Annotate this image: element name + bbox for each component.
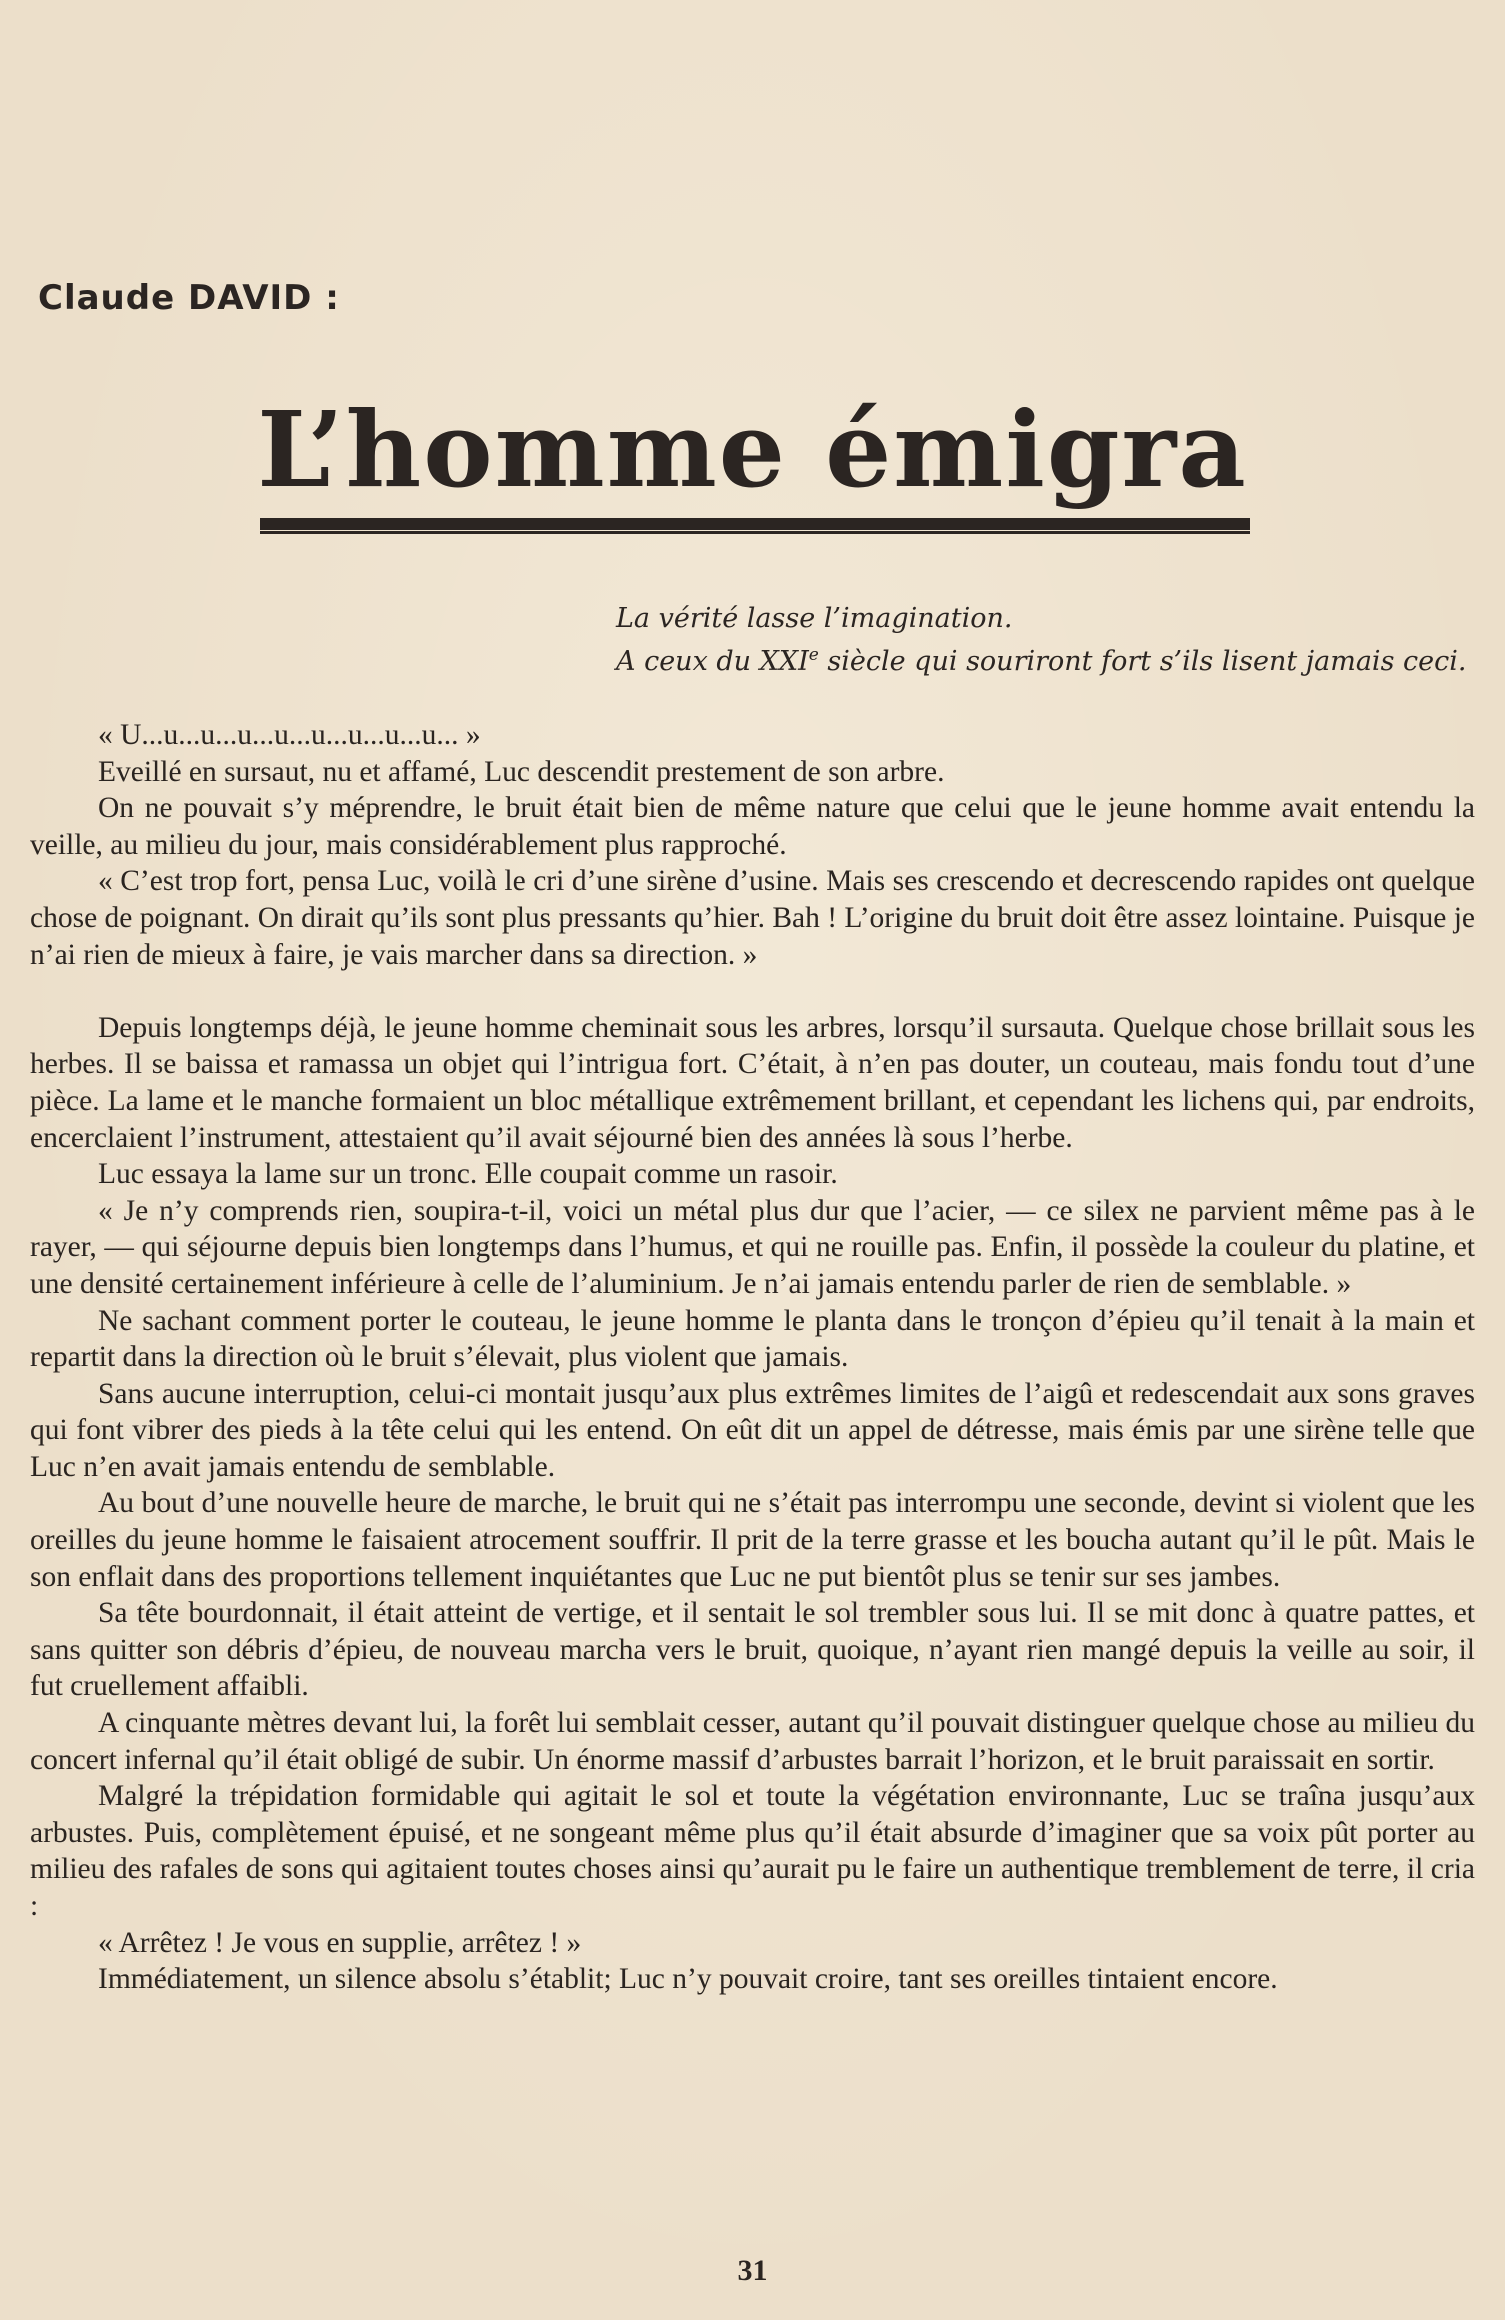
paragraph-5: Depuis longtemps déjà, le jeune homme cheminait sous les arbres, lorsqu’il sursauta. Quelque chose brillait sous les herbes. Il se baissa et ramassa un objet qui l’intrigua fort. C’était, à n’en pas douter, un couteau, mais fondu tout d’une pièce. La lame et le manche formaient un bloc métallique extrêmement brillant, et cependant les lichens qui, par endroits, encerclaient l’instrument, attestaient qu’il avait séjourné bien des années là sous l’herbe. (30, 1011, 1475, 1154)
paragraph-13: Malgré la trépidation formidable qui agitait le sol et toute la végétation environnante, Luc se traîna jusqu’aux arbustes. Puis, complètement épuisé, et ne songeant même plus qu’il était absurde d’imaginer que sa voix pût porter au milieu des rafales de sons qui agitaient toutes choses ainsi qu’aurait pu le faire un authentique tremblement de terre, il cria : (30, 1780, 1475, 1922)
paragraph-1: « U...u...u...u...u...u...u...u...u... » (98, 719, 481, 751)
article-title: L’homme émigra (257, 388, 1248, 511)
epigraph-line-1: La vérité lasse l’imagination. (616, 603, 1013, 634)
title-underline-rule (260, 518, 1250, 534)
epigraph (616, 600, 1476, 680)
article-body (30, 717, 1475, 1998)
epigraph-line-2 (616, 637, 1476, 680)
paragraph-9: Sans aucune interruption, celui-ci montait jusqu’aux plus extrêmes limites de l’aigû et redescendait aux sons graves qui font vibrer des pieds à la tête celui qui les entend. On eût dit un appel de détresse, mais émis par une sirène telle que Luc n’en avait jamais entendu de semblable. (30, 1377, 1475, 1483)
paragraph-14: « Arrêtez ! Je vous en supplie, arrêtez ! » (98, 1926, 582, 1959)
epigraph-line-2-start: A ceux du XXI (616, 646, 809, 677)
epigraph-century-superscript: e (808, 645, 819, 665)
paragraph-8: Ne sachant comment porter le couteau, le jeune homme le planta dans le tronçon d’épieu qu’il tenait à la main et repartit dans la direction où le bruit s’élevait, plus violent que jamais. (30, 1304, 1475, 1374)
author-name: Claude DAVID : (38, 278, 340, 318)
paragraph-3: On ne pouvait s’y méprendre, le bruit était bien de même nature que celui que le jeune homme avait entendu la veille, au milieu du jour, mais considérablement plus rapproché. (30, 792, 1475, 861)
paragraph-15: Immédiatement, un silence absolu s’établit; Luc n’y pouvait croire, tant ses oreilles tintaient encore. (98, 1963, 1278, 1996)
paragraph-2: Eveillé en sursaut, nu et affamé, Luc descendit prestement de son arbre. (98, 755, 945, 788)
paragraph-11: Sa tête bourdonnait, il était atteint de vertige, et il sentait le sol trembler sous lui. Il se mit donc à quatre pattes, et sans quitter son débris d’épieu, de nouveau marcha vers le bruit, quoique, n’ayant rien mangé depuis la veille au soir, il fut cruellement affaibli. (30, 1597, 1475, 1703)
paragraph-4: « C’est trop fort, pensa Luc, voilà le cri d’une sirène d’usine. Mais ses crescendo et decrescendo rapides ont quelque chose de poignant. On dirait qu’ils sont plus pressants qu’hier. Bah ! L’origine du bruit doit être assez lointaine. Puisque je n’ai rien de mieux à faire, je vais marcher dans sa direction. » (30, 865, 1475, 971)
paragraph-10: Au bout d’une nouvelle heure de marche, le bruit qui ne s’était pas interrompu une seconde, devint si violent que les oreilles du jeune homme le faisaient atrocement souffrir. Il prit de la terre grasse et les boucha autant qu’il le pût. Mais le son enflait dans des proportions tellement inquiétantes que Luc ne put bientôt plus se tenir sur ses jambes. (30, 1487, 1475, 1593)
paragraph-6: Luc essaya la lame sur un tronc. Elle coupait comme un rasoir. (98, 1158, 838, 1191)
page-number: 31 (737, 2254, 768, 2287)
epigraph-line-2-end: siècle qui souriront fort s’ils lisent jamais ceci. (818, 646, 1467, 677)
paragraph-12: A cinquante mètres devant lui, la forêt lui semblait cesser, autant qu’il pouvait distinguer quelque chose au milieu du concert infernal qu’il était obligé de subir. Un énorme massif d’arbustes barrait l’horizon, et le bruit paraissait en sortir. (30, 1707, 1475, 1776)
paragraph-7: « Je n’y comprends rien, soupira-t-il, voici un métal plus dur que l’acier, — ce silex ne parvient même pas à le rayer, — qui séjourne depuis bien longtemps dans l’humus, et qui ne rouille pas. Enfin, il possède la couleur du platine, et une densité certainement inférieure à celle de l’aluminium. Je n’ai jamais entendu parler de rien de semblable. » (30, 1194, 1475, 1300)
